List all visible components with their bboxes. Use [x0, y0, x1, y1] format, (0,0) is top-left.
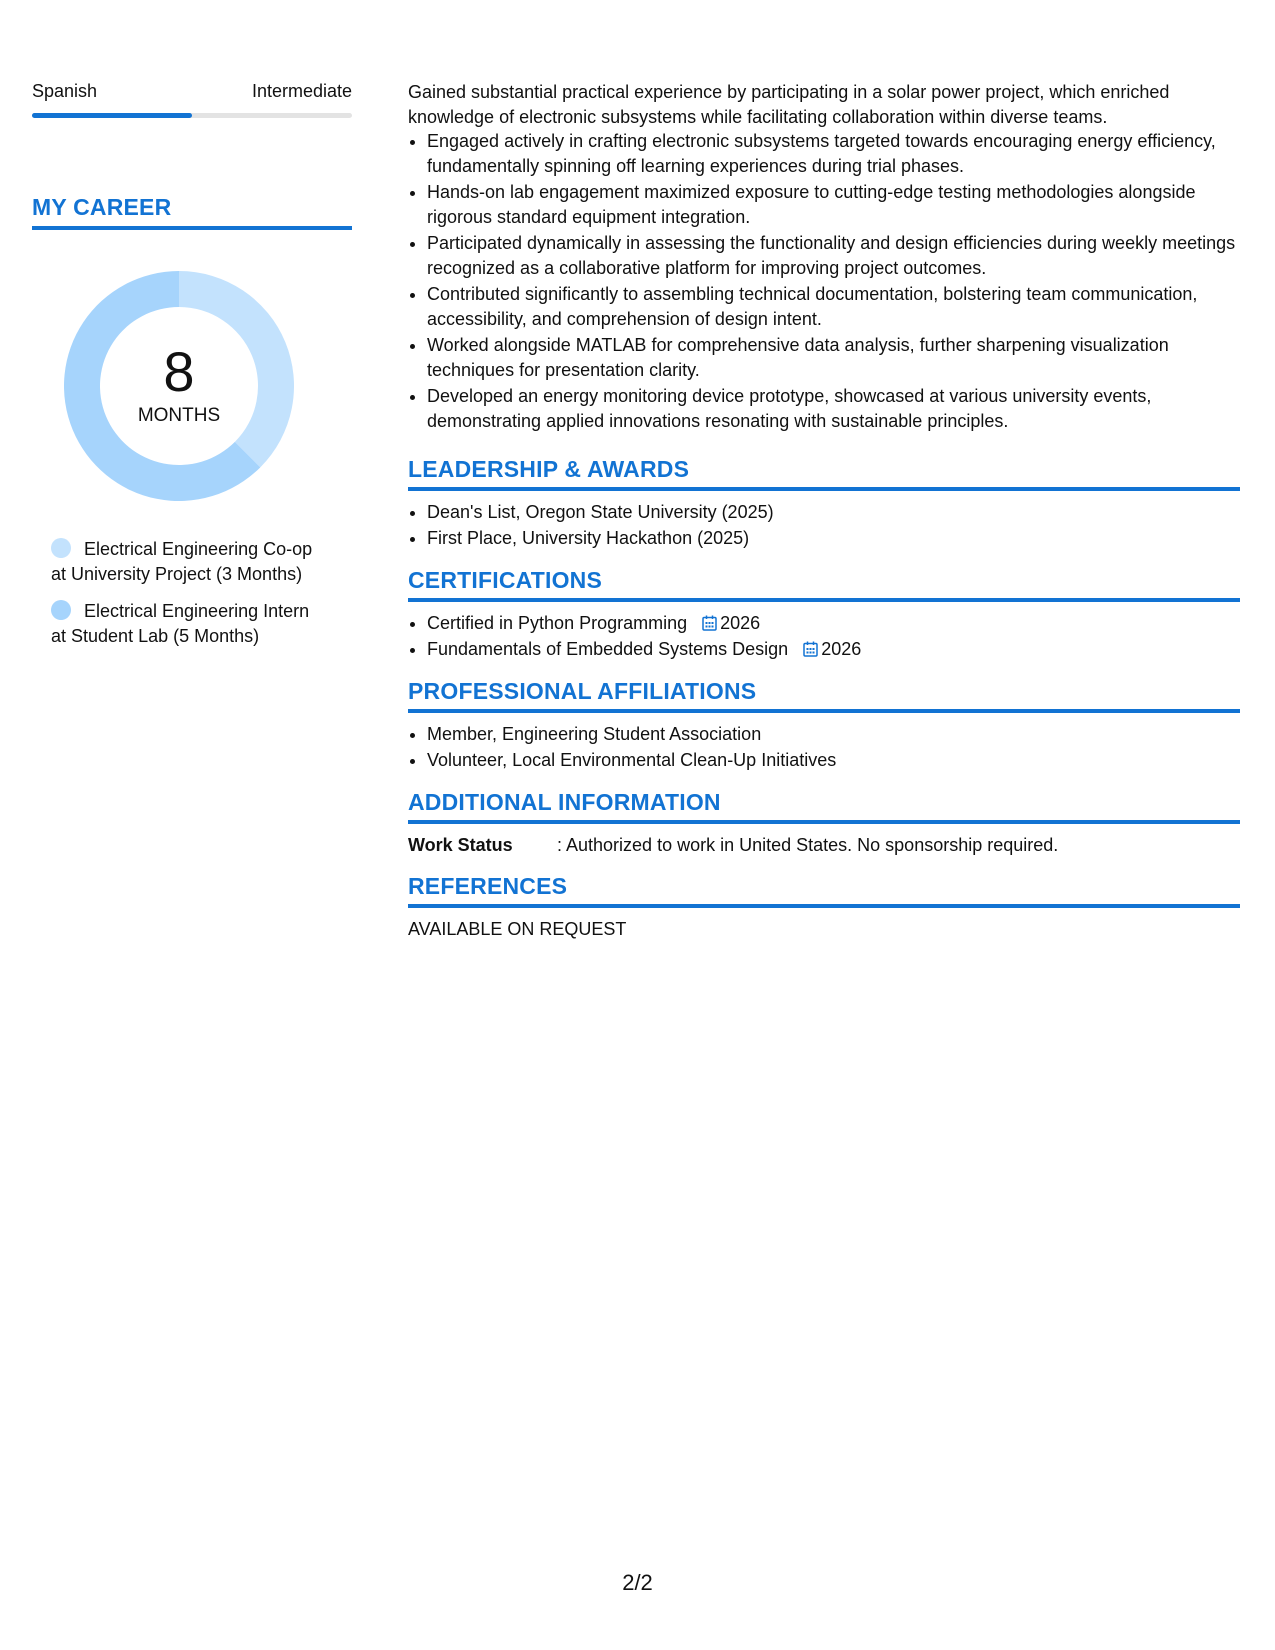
legend-dot-icon: [51, 538, 71, 558]
certifications-heading: CERTIFICATIONS: [408, 567, 603, 593]
affiliations-rule: [408, 709, 1240, 713]
certification-name: Certified in Python Programming: [427, 613, 688, 633]
work-status-label: Work Status: [408, 835, 513, 855]
experience-intro: Gained substantial practical experience by participating in a solar power project, which enriched knowledge of electronic subsystems while facilitating collaboration within diverse teams.: [408, 82, 1170, 127]
references-heading: REFERENCES: [408, 872, 568, 899]
language-proficiency-fill: [32, 113, 192, 118]
experience-bullets: [408, 129, 1240, 433]
career-total-value: 8: [163, 340, 195, 403]
legend-item-detail: at University Project (3 Months): [51, 564, 303, 584]
language-name: Spanish: [32, 81, 98, 101]
list-item: • Developed an energy monitoring device prototype, showcased at various university events, demonstrating applied innovations resonating with sustainable principles.: [427, 384, 1240, 433]
leadership-rule: [408, 487, 1240, 491]
language-proficiency-bar: [32, 113, 352, 118]
language-row: [32, 80, 352, 102]
list-item: • Volunteer, Local Environmental Clean-Up Initiatives: [427, 748, 1240, 773]
calendar-icon: [803, 641, 818, 657]
affiliations-list: [408, 722, 1240, 773]
additional-info-heading: ADDITIONAL INFORMATION: [408, 789, 721, 815]
legend-item: [51, 599, 352, 649]
list-item: [427, 611, 1240, 636]
legend-dot-icon: [51, 600, 71, 620]
legend-item-title: Electrical Engineering Intern: [84, 601, 310, 621]
list-item: • Member, Engineering Student Association: [427, 722, 1240, 747]
donut-center: [64, 271, 294, 501]
legend-item-detail: at Student Lab (5 Months): [51, 626, 260, 646]
list-item: [427, 637, 1240, 662]
leadership-heading: LEADERSHIP & AWARDS: [408, 456, 690, 482]
certification-name: Fundamentals of Embedded Systems Design: [427, 639, 789, 659]
calendar-icon: [702, 615, 717, 631]
legend-item-title: Electrical Engineering Co-op: [84, 539, 313, 559]
list-item: • Dean's List, Oregon State University (2025): [427, 500, 1240, 525]
career-heading-rule: [32, 226, 352, 230]
leadership-list: [408, 500, 1240, 551]
affiliations-heading: PROFESSIONAL AFFILIATIONS: [408, 678, 757, 704]
language-level: Intermediate: [251, 81, 352, 101]
left-column: [32, 80, 352, 661]
list-item: • First Place, University Hackathon (2025): [427, 526, 1240, 551]
references-text: AVAILABLE ON REQUEST: [408, 918, 627, 939]
legend-item: [51, 537, 352, 587]
list-item: • Worked alongside MATLAB for comprehensive data analysis, further sharpening visualization techniques for presentation clarity.: [427, 333, 1240, 382]
additional-info-rule: [408, 820, 1240, 824]
certification-year: 2026: [821, 639, 862, 659]
list-item: • Engaged actively in crafting electronic subsystems targeted towards encouraging energy efficiency, fundamentally spinning off learning experiences during trial phases.: [427, 129, 1240, 178]
work-status-value: : Authorized to work in United States. No sponsorship required.: [557, 835, 1059, 855]
certification-year: 2026: [720, 613, 761, 633]
work-status-row: [408, 833, 1240, 858]
certifications-list: [408, 611, 1240, 662]
list-item: • Hands-on lab engagement maximized exposure to cutting-edge testing methodologies alongside rigorous standard equipment integration.: [427, 180, 1240, 229]
page-number: 2/2: [622, 1570, 653, 1595]
certifications-rule: [408, 598, 1240, 602]
list-item: • Contributed significantly to assembling technical documentation, bolstering team communication, accessibility, and comprehension of design intent.: [427, 282, 1240, 331]
career-heading: MY CAREER: [32, 194, 172, 220]
list-item: • Participated dynamically in assessing the functionality and design efficiencies during weekly meetings recognized as a collaborative platform for improving project outcomes.: [427, 231, 1240, 280]
right-column: [408, 80, 1240, 941]
career-total-unit: MONTHS: [137, 405, 221, 426]
career-donut-chart: [64, 271, 294, 501]
references-rule: [408, 904, 1240, 908]
career-legend: [32, 537, 352, 649]
